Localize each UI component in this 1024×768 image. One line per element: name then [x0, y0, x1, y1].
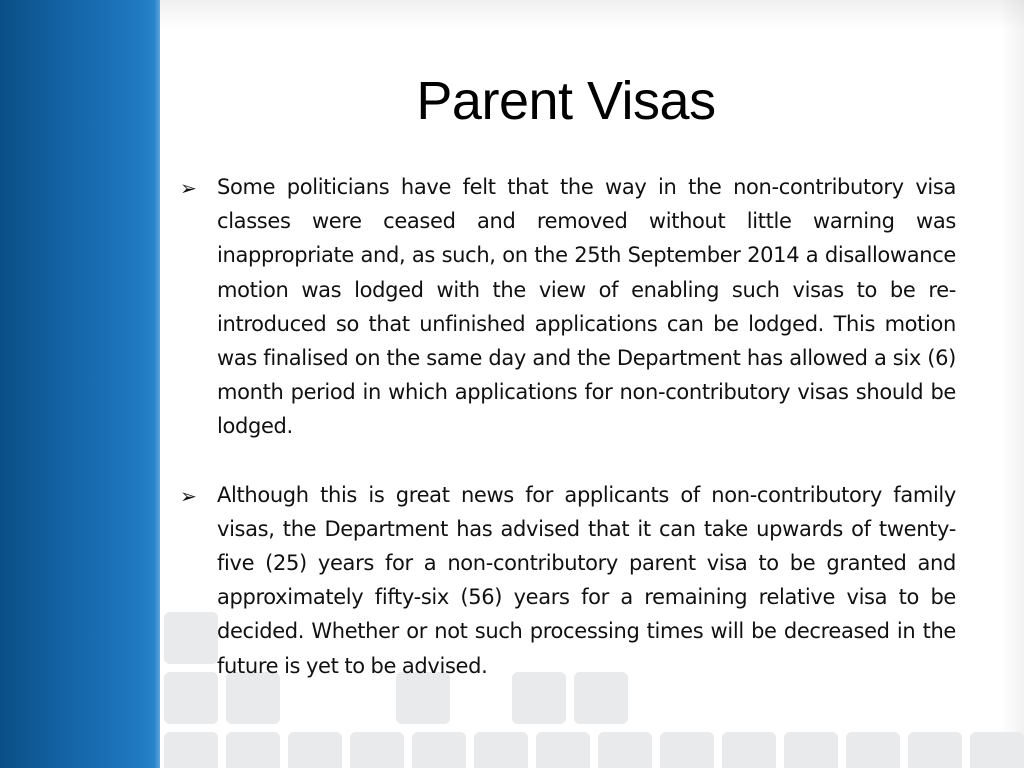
- bullet-list: [180, 170, 956, 717]
- decorative-tile: [164, 732, 218, 768]
- bullet-text: Some politicians have felt that the way in the non-contributory visa classes were ceased and removed without little warning was inappropriate and, as such, on the 25th September 2014 a disallowance motion was lodged with the view of enabling such visas to be re-introduced so that unfinished applications can be lodged. This motion was finalised on the same day and the Department has allowed a six (6) month period in which applications for non-contributory visas should be lodged.: [217, 175, 956, 439]
- blue-side-band: [0, 0, 160, 768]
- decorative-tile: [784, 732, 838, 768]
- decorative-tile: [660, 732, 714, 768]
- slide-title: Parent Visas: [416, 71, 716, 131]
- top-shade: [160, 0, 1024, 30]
- decorative-tile: [908, 732, 962, 768]
- arrow-bullet-icon: ➢: [180, 176, 197, 200]
- decorative-tile: [598, 732, 652, 768]
- bullet-text: Although this is great news for applicants of non-contributory family visas, the Department has advised that it can take upwards of twenty-five (25) years for a non-contributory parent visa to be granted and approximately fifty-six (56) years for a remaining relative visa to be decided. Whether or not such processing times will be decreased in the future is yet to be advised.: [217, 482, 956, 678]
- decorative-tile: [970, 732, 1024, 768]
- decorative-tile: [288, 732, 342, 768]
- right-shade: [1000, 0, 1024, 768]
- decorative-tile: [846, 732, 900, 768]
- decorative-tile: [722, 732, 776, 768]
- bullet-item: [180, 170, 956, 444]
- decorative-tile: [536, 732, 590, 768]
- decorative-tile: [412, 732, 466, 768]
- arrow-bullet-icon: ➢: [180, 483, 197, 508]
- bullet-item: [180, 478, 956, 683]
- decorative-tile: [226, 732, 280, 768]
- decorative-tile: [350, 732, 404, 768]
- decorative-tile: [474, 732, 528, 768]
